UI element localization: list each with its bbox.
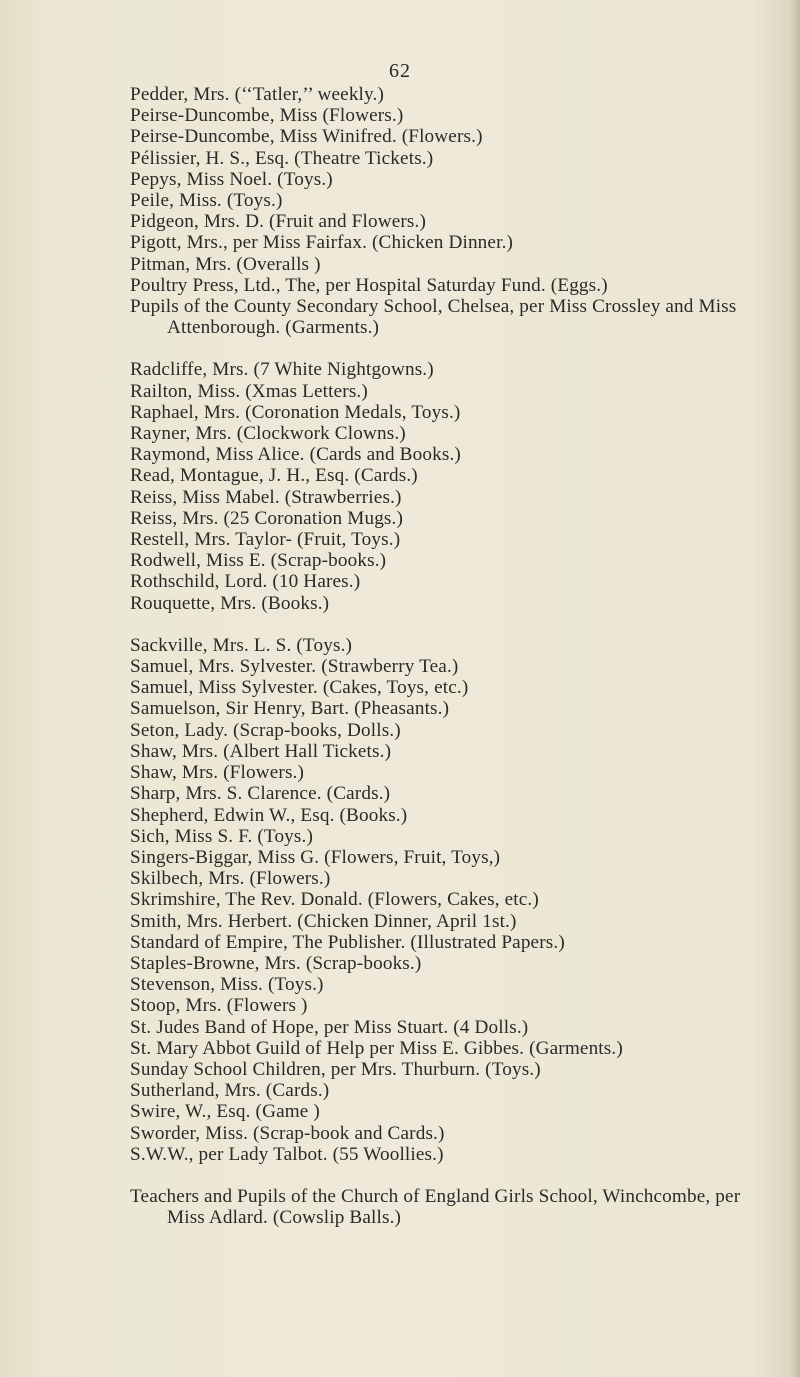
donor-entry: Singers-Biggar, Miss G. (Flowers, Fruit, Toys,) bbox=[130, 846, 501, 868]
donor-entry: Pepys, Miss Noel. (Toys.) bbox=[130, 168, 333, 190]
donor-entry: Restell, Mrs. Taylor- (Fruit, Toys.) bbox=[130, 529, 401, 551]
donor-list bbox=[130, 84, 780, 1228]
donor-entry: Radcliffe, Mrs. (7 White Nightgowns.) bbox=[130, 359, 434, 381]
donor-entry: Shaw, Mrs. (Flowers.) bbox=[130, 762, 305, 784]
donor-entry: Seton, Lady. (Scrap-books, Dolls.) bbox=[130, 719, 401, 741]
donor-entry: Pitman, Mrs. (Overalls ) bbox=[130, 253, 321, 275]
donor-entry: Sutherland, Mrs. (Cards.) bbox=[130, 1080, 330, 1102]
section-gap bbox=[130, 1165, 780, 1186]
donor-entry: Rouquette, Mrs. (Books.) bbox=[130, 592, 330, 614]
donor-entry: Poultry Press, Ltd., The, per Hospital Saturday Fund. (Eggs.) bbox=[130, 274, 608, 296]
donor-entry: S.W.W., per Lady Talbot. (55 Woollies.) bbox=[130, 1143, 444, 1165]
donor-group-s bbox=[130, 635, 780, 1165]
donor-entry: Standard of Empire, The Publisher. (Illustrated Papers.) bbox=[130, 931, 565, 953]
donor-entry: Samuel, Mrs. Sylvester. (Strawberry Tea.) bbox=[130, 656, 459, 678]
donor-entry: Pupils of the County Secondary School, Chelsea, per Miss Crossley and Miss Attenborough. (Garments.) bbox=[130, 296, 737, 339]
donor-entry: Rothschild, Lord. (10 Hares.) bbox=[130, 571, 361, 593]
donor-entry: St. Judes Band of Hope, per Miss Stuart. (4 Dolls.) bbox=[130, 1016, 529, 1038]
donor-entry: Read, Montague, J. H., Esq. (Cards.) bbox=[130, 465, 418, 487]
donor-entry: Sich, Miss S. F. (Toys.) bbox=[130, 825, 314, 847]
donor-entry: St. Mary Abbot Guild of Help per Miss E. Gibbes. (Garments.) bbox=[130, 1037, 623, 1059]
donor-entry: Staples-Browne, Mrs. (Scrap-books.) bbox=[130, 952, 422, 974]
donor-entry: Raphael, Mrs. (Coronation Medals, Toys.) bbox=[130, 401, 461, 423]
donor-entry: Reiss, Mrs. (25 Coronation Mugs.) bbox=[130, 507, 404, 529]
donor-entry: Shaw, Mrs. (Albert Hall Tickets.) bbox=[130, 740, 392, 762]
donor-entry: Pedder, Mrs. (‘‘Tatler,’’ weekly.) bbox=[130, 84, 385, 105]
donor-entry: Samuelson, Sir Henry, Bart. (Pheasants.) bbox=[130, 698, 450, 720]
donor-group-p bbox=[130, 84, 780, 338]
donor-entry: Reiss, Miss Mabel. (Strawberries.) bbox=[130, 486, 402, 508]
donor-group-r bbox=[130, 359, 780, 613]
donor-entry: Sworder, Miss. (Scrap-book and Cards.) bbox=[130, 1122, 445, 1144]
donor-entry: Sackville, Mrs. L. S. (Toys.) bbox=[130, 634, 353, 656]
donor-entry: Rayner, Mrs. (Clockwork Clowns.) bbox=[130, 423, 406, 445]
donor-entry: Pigott, Mrs., per Miss Fairfax. (Chicken Dinner.) bbox=[130, 232, 514, 254]
donor-entry: Sharp, Mrs. S. Clarence. (Cards.) bbox=[130, 783, 391, 805]
donor-entry: Pélissier, H. S., Esq. (Theatre Tickets.) bbox=[130, 147, 434, 169]
page-number: 62 bbox=[389, 60, 411, 82]
donor-entry: Raymond, Miss Alice. (Cards and Books.) bbox=[130, 444, 461, 466]
donor-entry: Samuel, Miss Sylvester. (Cakes, Toys, etc.) bbox=[130, 677, 469, 699]
section-gap bbox=[130, 614, 780, 635]
donor-entry: Rodwell, Miss E. (Scrap-books.) bbox=[130, 550, 387, 572]
donor-entry: Skrimshire, The Rev. Donald. (Flowers, Cakes, etc.) bbox=[130, 889, 539, 911]
donor-entry: Peirse-Duncombe, Miss Winifred. (Flowers.) bbox=[130, 126, 483, 148]
donor-entry: Pidgeon, Mrs. D. (Fruit and Flowers.) bbox=[130, 211, 427, 233]
donor-entry: Skilbech, Mrs. (Flowers.) bbox=[130, 868, 331, 890]
donor-entry: Stevenson, Miss. (Toys.) bbox=[130, 974, 324, 996]
donor-group-t bbox=[130, 1186, 780, 1228]
donor-entry: Peirse-Duncombe, Miss (Flowers.) bbox=[130, 105, 404, 127]
donor-entry: Peile, Miss. (Toys.) bbox=[130, 190, 283, 212]
donor-entry: Sunday School Children, per Mrs. Thurburn. (Toys.) bbox=[130, 1058, 541, 1080]
donor-entry: Teachers and Pupils of the Church of England Girls School, Winchcombe, per Miss Adlard. (Cowslip Balls.) bbox=[130, 1185, 741, 1229]
page-edge-shadow bbox=[790, 0, 800, 1377]
donor-entry: Shepherd, Edwin W., Esq. (Books.) bbox=[130, 804, 408, 826]
section-gap bbox=[130, 338, 780, 359]
donor-entry: Smith, Mrs. Herbert. (Chicken Dinner, April 1st.) bbox=[130, 910, 517, 932]
donor-entry: Railton, Miss. (Xmas Letters.) bbox=[130, 380, 368, 402]
donor-entry: Swire, W., Esq. (Game ) bbox=[130, 1101, 320, 1123]
donor-entry: Stoop, Mrs. (Flowers ) bbox=[130, 995, 308, 1017]
